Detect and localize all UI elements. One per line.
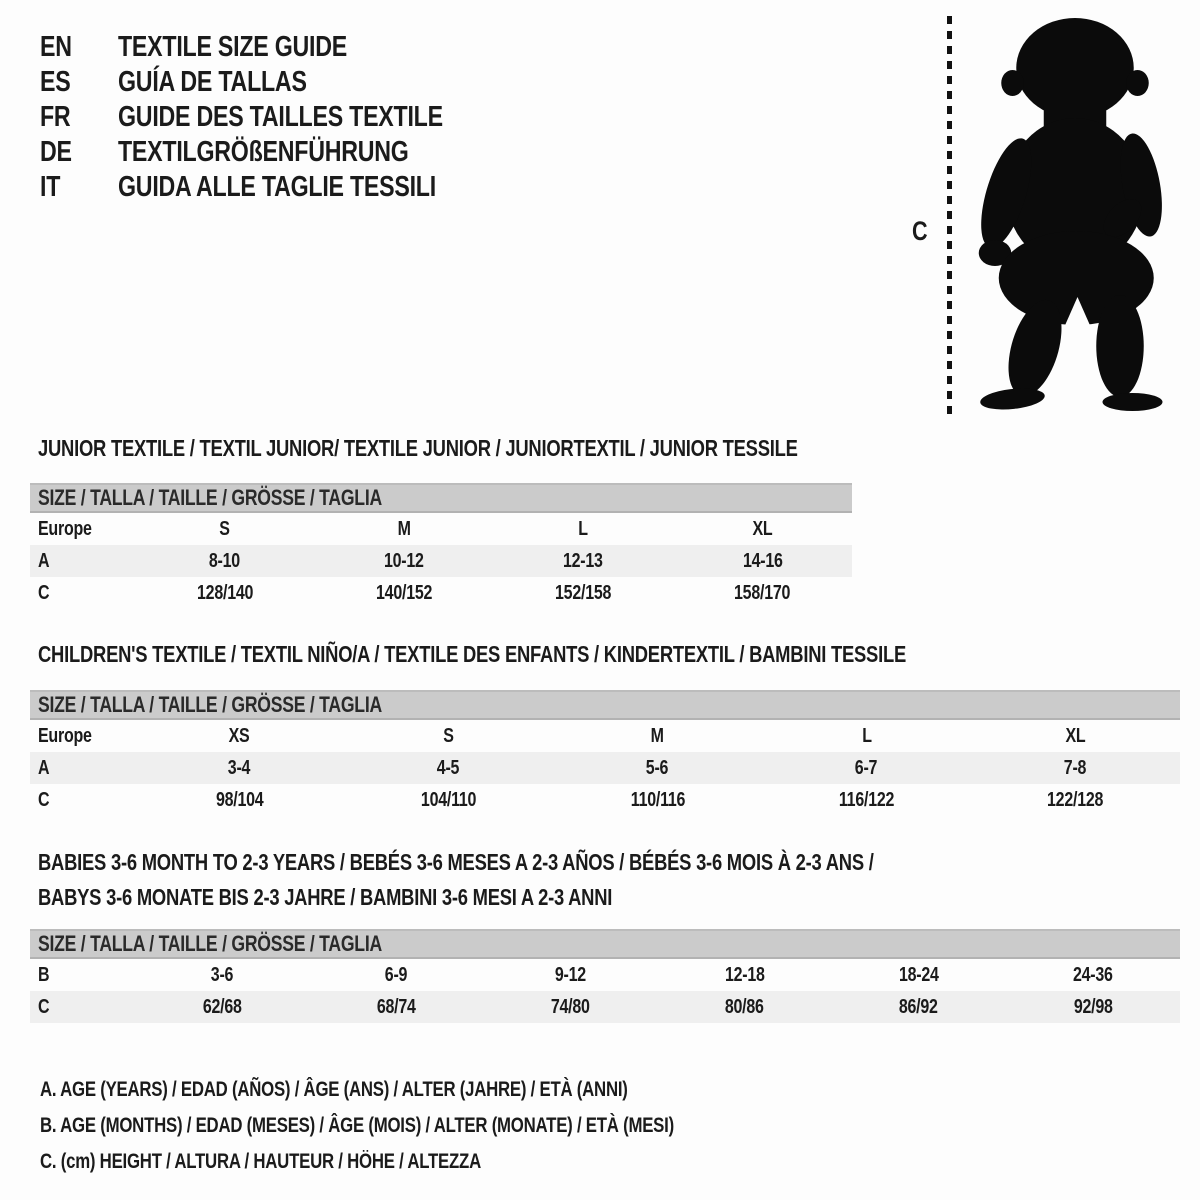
size-header-bar [30,690,1180,720]
babies-size-table [30,959,1180,1023]
language-header [40,30,524,205]
cell-text: 116/122 [838,788,895,811]
toddler-silhouette-icon [950,13,1200,413]
row-label-cell [30,752,135,784]
cell-text: L [578,517,588,540]
value-cell [344,720,553,752]
size-header-bar [30,483,852,513]
cell-text: 12-13 [563,549,603,572]
row-label-cell [30,784,135,816]
cell-text: 6-9 [385,963,408,986]
guide-title-it: GUIDA ALLE TAGLIE TESSILI [118,171,436,203]
value-cell [494,545,673,577]
cell-text: M [650,724,665,747]
height-measure-label: C [912,216,928,246]
cell-text: 3-4 [228,756,251,779]
guide-title-en: TEXTILE SIZE GUIDE [118,31,347,63]
value-cell [553,720,762,752]
cell-text: M [397,517,411,540]
cell-text: S [219,517,230,540]
section-title-text: CHILDREN'S TEXTILE / TEXTIL NIÑO/A / TEXTILE DES ENFANTS / KINDERTEXTIL / BAMBINI TESSILE [38,641,906,667]
cell-text: 18-24 [898,963,939,986]
cell-text: 6-7 [855,756,878,779]
value-cell [314,545,493,577]
value-cell [135,959,309,991]
cell-text: 98/104 [215,788,264,811]
cell-text: 128/140 [196,581,253,604]
value-cell [483,991,657,1023]
cell-text: 12-18 [724,963,765,986]
value-cell [135,545,314,577]
value-cell [971,784,1180,816]
lang-row-de [40,135,524,170]
value-cell [135,991,309,1023]
cell-text: 152/158 [555,581,612,604]
section-children-textile [30,642,1180,816]
value-cell [344,784,553,816]
value-cell [971,720,1180,752]
cell-text: 7-8 [1064,756,1087,779]
value-cell [314,577,493,609]
cell-text: 5-6 [646,756,669,779]
value-cell [673,577,852,609]
lang-code: IT [40,171,61,203]
row-label-cell [30,545,135,577]
value-cell [135,784,344,816]
legend-line-b [40,1108,832,1144]
lang-row-es [40,65,524,100]
value-cell [657,991,831,1023]
table-row [30,577,852,609]
legend-line-a [40,1072,832,1108]
legend-b-text: B. AGE (MONTHS) / EDAD (MESES) / ÂGE (MOIS) / ALTER (MONATE) / ETÀ (MESI) [40,1114,674,1137]
size-header-bar-text: SIZE / TALLA / TAILLE / GRÖSSE / TAGLIA [38,692,382,717]
cell-text: XS [229,724,250,747]
cell-text: 86/92 [899,995,939,1018]
value-cell [553,784,762,816]
table-row [30,784,1180,816]
value-cell [673,513,852,545]
cell-text: A [38,549,50,572]
value-cell [832,991,1006,1023]
size-header-bar-text: SIZE / TALLA / TAILLE / GRÖSSE / TAGLIA [38,485,382,510]
value-cell [673,545,852,577]
cell-text: S [443,724,454,747]
row-label-cell [30,959,135,991]
value-cell [494,577,673,609]
value-cell [762,720,971,752]
table-row [30,752,1180,784]
cell-text: 158/170 [734,581,791,604]
value-cell [135,720,344,752]
cell-text: 122/128 [1047,788,1104,811]
measurement-legend [40,1072,832,1180]
cell-text: 68/74 [376,995,416,1018]
cell-text: Europe [38,724,92,747]
children-size-table [30,720,1180,816]
junior-size-table [30,513,852,609]
row-label-cell [30,513,135,545]
value-cell [344,752,553,784]
value-cell [309,959,483,991]
section-title [38,436,852,460]
value-cell [483,959,657,991]
legend-a-text: A. AGE (YEARS) / EDAD (AÑOS) / ÂGE (ANS) / ALTER (JAHRE) / ETÀ (ANNI) [40,1078,628,1101]
value-cell [1006,991,1180,1023]
row-label-cell [30,577,135,609]
value-cell [135,752,344,784]
size-header-bar [30,929,1180,959]
cell-text: Europe [38,517,92,540]
guide-title-es: GUÍA DE TALLAS [118,66,307,98]
value-cell [762,784,971,816]
lang-row-fr [40,100,524,135]
cell-text: C [38,581,50,604]
cell-text: A [38,756,50,779]
cell-text: 62/68 [202,995,242,1018]
value-cell [1006,959,1180,991]
value-cell [309,991,483,1023]
row-label-cell [30,720,135,752]
cell-text: 80/86 [725,995,764,1018]
value-cell [832,959,1006,991]
cell-text: 10-12 [384,549,424,572]
cell-text: XL [752,517,773,540]
value-cell [135,577,314,609]
section-title-text-line2: BABYS 3-6 MONATE BIS 2-3 JAHRE / BAMBINI 3-6 MESI A 2-3 ANNI [38,884,613,910]
cell-text: 14-16 [742,549,783,572]
table-row [30,513,852,545]
section-babies-textile [30,845,1180,1023]
cell-text: B [38,963,50,986]
lang-row-it [40,170,524,205]
table-row [30,959,1180,991]
cell-text: XL [1065,724,1086,747]
cell-text: 140/152 [375,581,432,604]
section-title-text: JUNIOR TEXTILE / TEXTIL JUNIOR/ TEXTILE JUNIOR / JUNIORTEXTIL / JUNIOR TESSILE [38,435,798,461]
cell-text: 9-12 [554,963,586,986]
value-cell [135,513,314,545]
table-row [30,991,1180,1023]
value-cell [494,513,673,545]
section-title-text-line1: BABIES 3-6 MONTH TO 2-3 YEARS / BEBÉS 3-6 MESES A 2-3 AÑOS / BÉBÉS 3-6 MOIS À 2-3 ANS / [38,849,874,875]
value-cell [314,513,493,545]
value-cell [657,959,831,991]
cell-text: 24-36 [1073,963,1113,986]
lang-code: DE [40,136,72,168]
cell-text: C [38,788,50,811]
section-junior-textile [30,436,852,609]
lang-row-en [40,30,524,65]
size-header-bar-text: SIZE / TALLA / TAILLE / GRÖSSE / TAGLIA [38,931,382,956]
cell-text: 92/98 [1073,995,1113,1018]
table-row [30,720,1180,752]
lang-code: ES [40,66,71,98]
cell-text: 110/116 [630,788,685,811]
value-cell [553,752,762,784]
section-title [38,642,1180,666]
section-title [38,845,1180,915]
table-row [30,545,852,577]
lang-code: FR [40,101,71,133]
guide-title-fr: GUIDE DES TAILLES TEXTILE [118,101,443,133]
guide-title-de: TEXTILGRÖßENFÜHRUNG [118,136,409,168]
cell-text: 104/110 [420,788,477,811]
value-cell [762,752,971,784]
cell-text: 3-6 [210,963,234,986]
cell-text: 74/80 [550,995,590,1018]
row-label-cell [30,991,135,1023]
cell-text: 4-5 [437,756,460,779]
legend-line-c [40,1144,832,1180]
cell-text: L [861,724,872,747]
cell-text: 8-10 [209,549,241,572]
lang-code: EN [40,31,72,63]
legend-c-text: C. (cm) HEIGHT / ALTURA / HAUTEUR / HÖHE / ALTEZZA [40,1150,481,1173]
value-cell [971,752,1180,784]
cell-text: C [38,995,50,1018]
